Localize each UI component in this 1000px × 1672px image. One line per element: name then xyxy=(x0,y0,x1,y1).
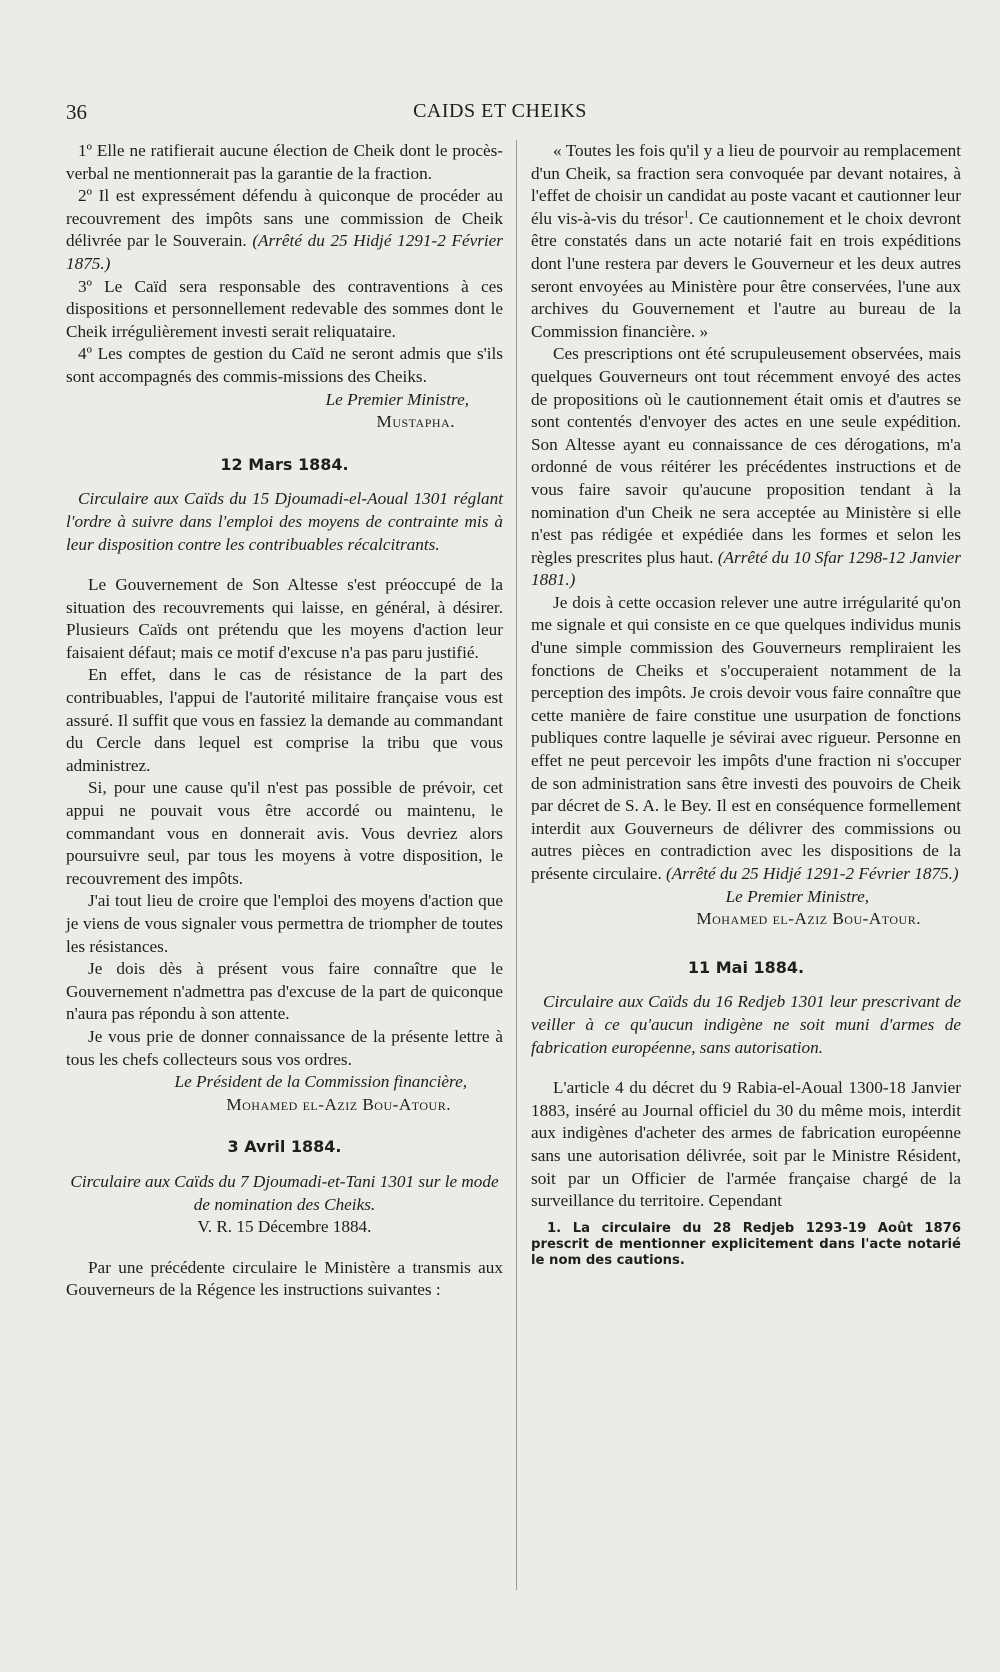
article-1: 1º Elle ne ratifierait aucune élection de Cheik dont le procès-verbal ne mentionnerait pas la garantie de la fraction. xyxy=(66,141,503,183)
paragraph-citation: (Arrêté du 10 Sfar 1298-12 Janvier 1881.) xyxy=(531,547,962,590)
signature-role: Le Premier Ministre, xyxy=(325,389,469,409)
paragraph: J'ai tout lieu de croire que l'emploi des moyens d'action que je viens de vous signaler vous permettra de triompher de toutes les résistances. xyxy=(66,891,503,956)
paragraph: Le Gouvernement de Son Altesse s'est préoccupé de la situation des recouvrements qui laisse, en général, à désirer. Plusieurs Caïds ont prétendu que les moyens d'action leur faisaient défaut; mais ce motif d'excuse n'a pas paru justifié. xyxy=(66,575,503,662)
paragraph: L'article 4 du décret du 9 Rabia-el-Aoual 1300-18 Janvier 1883, inséré au Journal officiel du 30 du même mois, interdit aux indigènes d'acheter des armes de fabrication européenne sans une autorisation délivrée, soit par le Ministre Résident, soit par un Officier de l'armée française chargé de la surveillance du territoire. Cependant xyxy=(531,1078,961,1211)
article-2-citation: (Arrêté du 25 Hidjé 1291-2 Février 1875.) xyxy=(66,231,503,273)
signature-name: Mustapha. xyxy=(376,412,455,432)
signature-name: Mohamed el-Aziz Bou-Atour. xyxy=(226,1094,451,1114)
footnote-reference: 1 xyxy=(683,208,689,221)
footnote-separator xyxy=(531,1213,961,1221)
quote-text-continued: . Ce cautionnement et le choix devront être constatés dans un acte notarié fait en trois expéditions dont l'une restera par devers le Gouverneur et les deux autres seront envoyées au Ministère pour être conservées, l'une aux archives du Gouvernement et l'autre au bureau de la Commission financière. » xyxy=(531,208,961,341)
date-heading: 12 Mars 1884. xyxy=(220,454,349,474)
circular-reference: V. R. 15 Décembre 1884. xyxy=(197,1217,372,1237)
running-title: CAIDS ET CHEIKS xyxy=(413,100,587,122)
paragraph-text: Ces prescriptions ont été scrupuleusement observées, mais quelques Gouverneurs ont tout récemment envoyé des actes de propositions où le cautionnement était omis et d'autres se sont contentés d'envoyer des actes en une seule expédition. Son Altesse ayant eu connaissance de ces dérogations, m'a ordonné de vous réitérer les précédentes instructions et de vous faire savoir qu'aucune proposition tendant à la nomination d'un Cheik ne sera acceptée au Ministère si elle n'est pas rédigée et expédiée dans les formes et selon les règles prescrites plus haut. xyxy=(531,344,961,567)
article-4: 4º Les comptes de gestion du Caïd ne seront admis que s'ils sont accompagnés des commis-missions des Cheiks. xyxy=(66,344,503,386)
paragraph: Par une précédente circulaire le Ministère a transmis aux Gouverneurs de la Régence les instructions suivantes : xyxy=(66,1257,503,1300)
circular-title: Circulaire aux Caïds du 16 Redjeb 1301 leur prescrivant de veiller à ce qu'aucun indigène ne soit muni d'armes de fabrication européenne, sans autorisation. xyxy=(531,992,961,1057)
column-divider xyxy=(516,140,517,1590)
article-2 xyxy=(66,185,503,275)
date-heading: 11 Mai 1884. xyxy=(687,957,805,977)
signature-role: Le Premier Ministre, xyxy=(725,886,869,906)
circular-title: Circulaire aux Caïds du 7 Djoumadi-et-Tani 1301 sur le mode de nomination des Cheiks. xyxy=(70,1171,499,1214)
paragraph xyxy=(531,343,961,592)
paragraph xyxy=(531,592,961,886)
left-column xyxy=(66,140,503,1302)
paragraph: Si, pour une cause qu'il n'est pas possible de prévoir, cet appui ne pouvait vous être accordé ou maintenu, le commandant vous en donnerait avis. Vous devriez alors poursuivre seul, par tous les moyens à votre disposition, le recouvrement des impôts. xyxy=(66,778,503,888)
right-column xyxy=(531,140,961,1269)
article-2-text: 2º Il est expressément défendu à quiconque de procéder au recouvrement des impôts sans une commission de Cheik délivrée par le Souverain. xyxy=(66,186,503,251)
quoted-instructions xyxy=(531,140,961,343)
paragraph: Je dois dès à présent vous faire connaître que le Gouvernement n'admettra pas d'excuse de la part de quiconque n'aura pas répondu à son attente. xyxy=(66,959,503,1024)
page-number: 36 xyxy=(66,100,87,124)
paragraph: Je vous prie de donner connaissance de la présente lettre à tous les chefs collecteurs sous vos ordres. xyxy=(66,1026,503,1069)
date-heading: 3 Avril 1884. xyxy=(227,1137,342,1157)
footnote: 1. La circulaire du 28 Redjeb 1293-19 Août 1876 prescrit de mentionner explicitement dans l'acte notarié le nom des cautions. xyxy=(531,1220,961,1268)
quote-text: « Toutes les fois qu'il y a lieu de pourvoir au remplacement d'un Cheik, sa fraction sera convoquée par devant notaires, à l'effet de choisir un candidat au poste vacant et cautionner leur élu vis-à-vis du trésor xyxy=(531,141,961,228)
paragraph-text: Je dois à cette occasion relever une autre irrégularité qu'on me signale et qui consiste en ce que quelques individus munis d'une simple commission des Gouverneurs rempliraient les fonctions de Cheiks et s'occuperaient notamment de la perception des impôts. Je crois devoir vous faire connaître que cette manière de faire constitue une usurpation de fonctions publiques contre laquelle je sévirai avec rigueur. Personne en effet ne peut percevoir les impôts d'une fraction ni s'occuper de son administration sans être investi des pouvoirs de Cheik par décret de S. A. le Bey. Il est en conséquence formellement interdit aux Gouverneurs de délivrer des commissions ou autres pièces en contradiction avec les dispositions de la présente circulaire. xyxy=(531,592,961,883)
signature-role: Le Président de la Commission financière, xyxy=(174,1072,467,1092)
article-3: 3º Le Caïd sera responsable des contraventions à ces dispositions et personnellement redevable des sommes dont le Cheik irrégulièrement investi serait reliquataire. xyxy=(66,276,503,341)
paragraph: En effet, dans le cas de résistance de la part des contribuables, l'appui de l'autorité militaire française vous est assuré. Il suffit que vous en fassiez la demande au commandant du Cercle dans lequel est comprise la tribu que vous administrez. xyxy=(66,665,503,775)
signature-name: Mohamed el-Aziz Bou-Atour. xyxy=(696,909,921,929)
circular-title: Circulaire aux Caïds du 15 Djoumadi-el-Aoual 1301 réglant l'ordre à suivre dans l'emploi des moyens de contrainte mis à leur disposition contre les contribuables récalcitrants. xyxy=(66,489,503,554)
paragraph-citation: (Arrêté du 25 Hidjé 1291-2 Février 1875.) xyxy=(666,864,959,883)
